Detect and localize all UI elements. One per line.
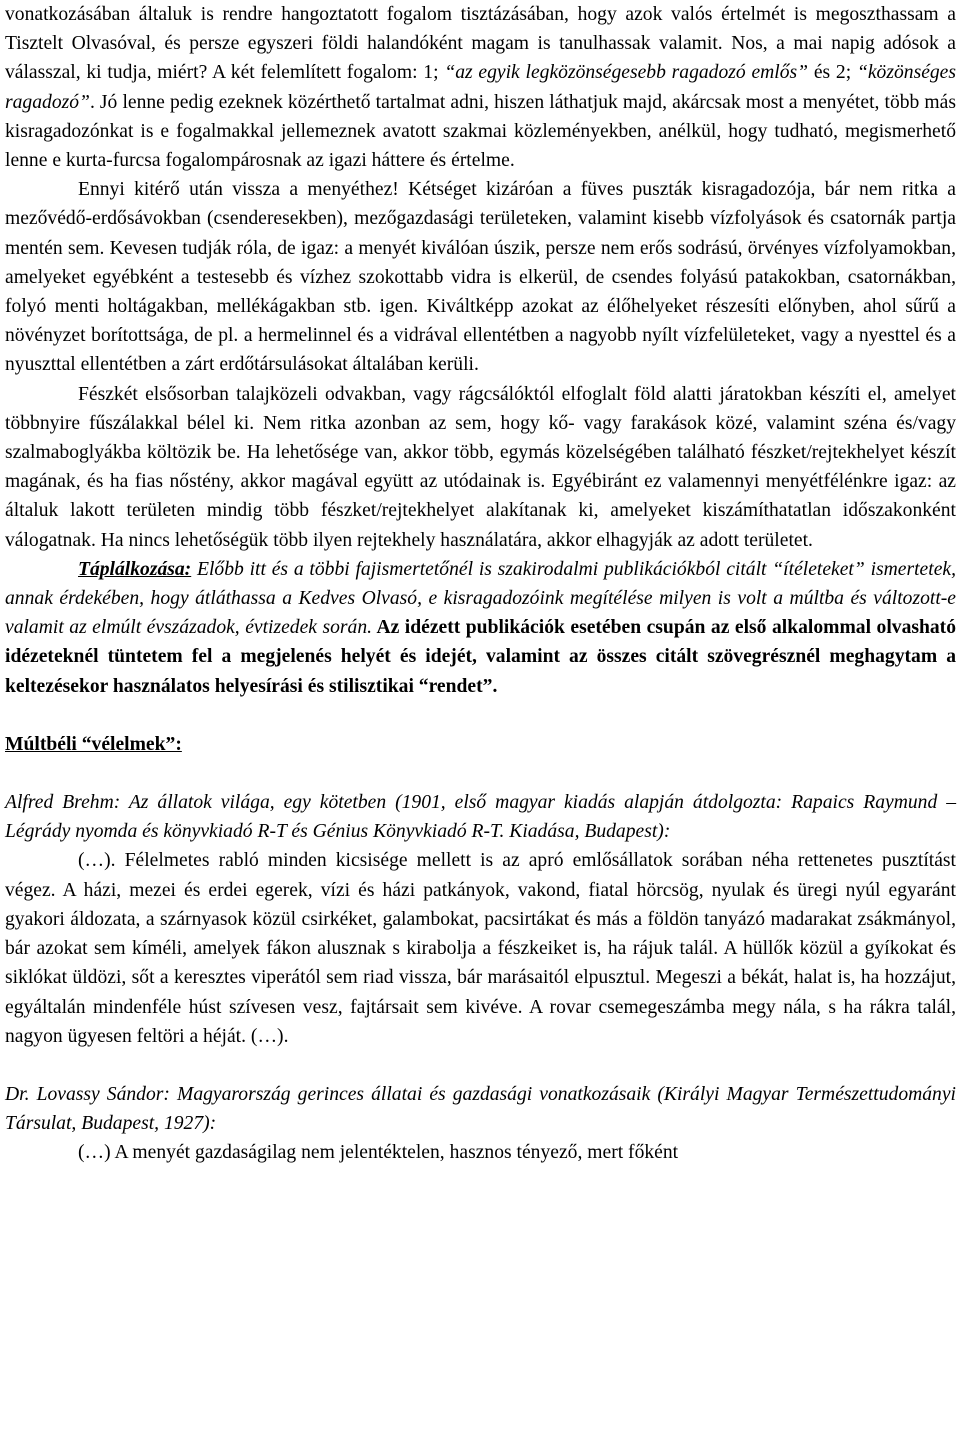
text-run: Előbb itt és a többi fajismertetőnél is szakirodalmi publikációkból citált “ítéleteket” ismertetek, annak érdekében, hogy átláthassa a Kedves Olvasó, e kisragadozóink megítélése milyen is volt a múltba és változott-e valamit az elmúlt évszázadok, évtizedek során.	[5, 558, 956, 639]
text-run: . Jó lenne pedig ezeknek közérthető tartalmat adni, hiszen láthatjuk majd, akárcsak most a menyétet, több más kisragadozónkat is e fogalmakkal jellemeznek avatott szakmai közleményekben, anélkül, hogy tudható, megismerhető lenne e kurta-furcsa fogalompárosnak az igazi háttere és értelme.	[5, 91, 956, 172]
text-run: Dr. Lovassy Sándor: Magyarország gerinces állatai és gazdasági vonatkozásaik (Királyi Magyar Természettudományi Társulat, Budapest, 1927):	[5, 1083, 956, 1135]
body-paragraph	[5, 1080, 956, 1138]
body-paragraph	[5, 555, 956, 701]
text-run: “az egyik legközönségesebb ragadozó emlős”	[444, 62, 809, 84]
text-run: “közönséges ragadozó”	[5, 62, 957, 113]
body-paragraph	[5, 846, 956, 1050]
text-run: (…) A menyét gazdaságilag nem jelentéktelen, hasznos tényező, mert főként	[78, 1142, 679, 1164]
text-run: (…). Félelmetes rabló minden kicsisége mellett is az apró emlősállatok sorában néha rettenetes pusztítást végez. A házi, mezei és erdei egerek, vízi és házi patkányok, vakond, fiatal hörcsög, nyulak és üregi nyúl egyaránt gyakori áldozata, a szárnyasok közül csirkéket, galambokat, pacsirtákat és más a földön tanyázó madarakat zsákmányol, bár azokat sem kíméli, amelyek fákon alusznak s kirabolja a fészkeiket is, ha rájuk talál. A hüllők közül a gyíkokat és siklókat üldözi, sőt a keresztes viperától sem riad vissza, bár marásaitól elpusztul. Megeszi a békát, halat is, ha hozzájut, egyáltalán mindenféle húst szívesen vesz, fajtársait sem kivéve. A rovar csemegeszámba megy nála, s ha rákra talál, nagyon ügyesen feltöri a héját. (…).	[5, 850, 956, 1047]
text-run: Múltbéli “vélelmek”:	[5, 733, 182, 755]
paragraph-spacer	[5, 1051, 956, 1080]
text-run: és 2;	[808, 62, 857, 84]
text-run: Táplálkozása:	[78, 558, 192, 580]
body-paragraph	[5, 380, 956, 555]
text-run: Alfred Brehm: Az állatok világa, egy kötetben (1901, első magyar kiadás alapján átdolgozta: Rapaics Raymund – Légrády nyomda és könyvkiadó R-T és Génius Könyvkiadó R-T. Kiadása, Budapest):	[5, 792, 956, 843]
body-paragraph	[5, 1138, 956, 1167]
text-run: vonatkozásában általuk is rendre hangoztatott fogalom tisztázásában, hogy azok valós értelmét is megoszthassam a Tisztelt Olvasóval, és persze egyszeri földi halandóként magam is tanulhassak valamit. Nos, a mai napig adósok a válasszal, ki tudja, miért? A két felemlített fogalom: 1;	[5, 4, 956, 84]
body-paragraph	[5, 788, 956, 846]
text-run: Az idézett publikációk esetében csupán az első alkalommal olvasható idézeteknél tüntetem fel a megjelenés helyét és idejét, valamint az összes citált szövegrésznél meghagytam a keltezésekor használatos helyesírási és stilisztikai “rendet”.	[5, 617, 957, 697]
body-paragraph	[5, 175, 956, 379]
paragraph-spacer	[5, 759, 956, 788]
body-paragraph	[5, 0, 956, 175]
paragraph-spacer	[5, 701, 956, 730]
section-heading	[5, 730, 956, 759]
text-run: Ennyi kitérő után vissza a menyéthez! Kétséget kizáróan a füves puszták kisragadozója, bár nem ritka a mezővédő-erdősávokban (csenderesekben), mezőgazdasági területeken, valamint kisebb vízfolyások és csatornák partja mentén sem. Kevesen tudják róla, de igaz: a menyét kiválóan úszik, persze nem erős sodrású, örvényes vízfolyamokban, amelyeket egyébként a testesebb és vízhez szokottabb vidra is elkerül, de csendes folyású patakokban, csatornákban, folyó menti holtágakban, mellékágakban stb. igen. Kiváltképp azokat az élőhelyeket részesíti előnyben, ahol sűrű a növényzet borítottsága, de pl. a hermelinnel és a vidrával ellentétben a nagyobb nyílt vízfelületeket, vagy a nyesttel és a nyuszttal ellentétben a zárt erdőtársulásokat általában kerüli.	[5, 179, 956, 376]
text-run: Fészkét elsősorban talajközeli odvakban, vagy rágcsálóktól elfoglalt föld alatti járatokban készíti el, amelyet többnyire fűszálakkal bélel ki. Nem ritka azonban az sem, hogy kő- vagy farakások közé, valamint széna és/vagy szalmaboglyákba költözik be. Ha lehetősége van, akkor több, egymás közelségében található fészket/rejtekhelyet készít magának, és ha fias nőstény, akkor magával együtt az utódainak is. Egyébiránt ez valamennyi menyétfélénkre igaz: az általuk lakott területen mindig több fészket/rejtekhelyet alakítanak ki, amelyeket kiszámíthatatlan időszakonként válogatnak. Ha nincs lehetőségük több ilyen rejtekhely használatára, akkor elhagyják az adott területet.	[5, 383, 956, 551]
